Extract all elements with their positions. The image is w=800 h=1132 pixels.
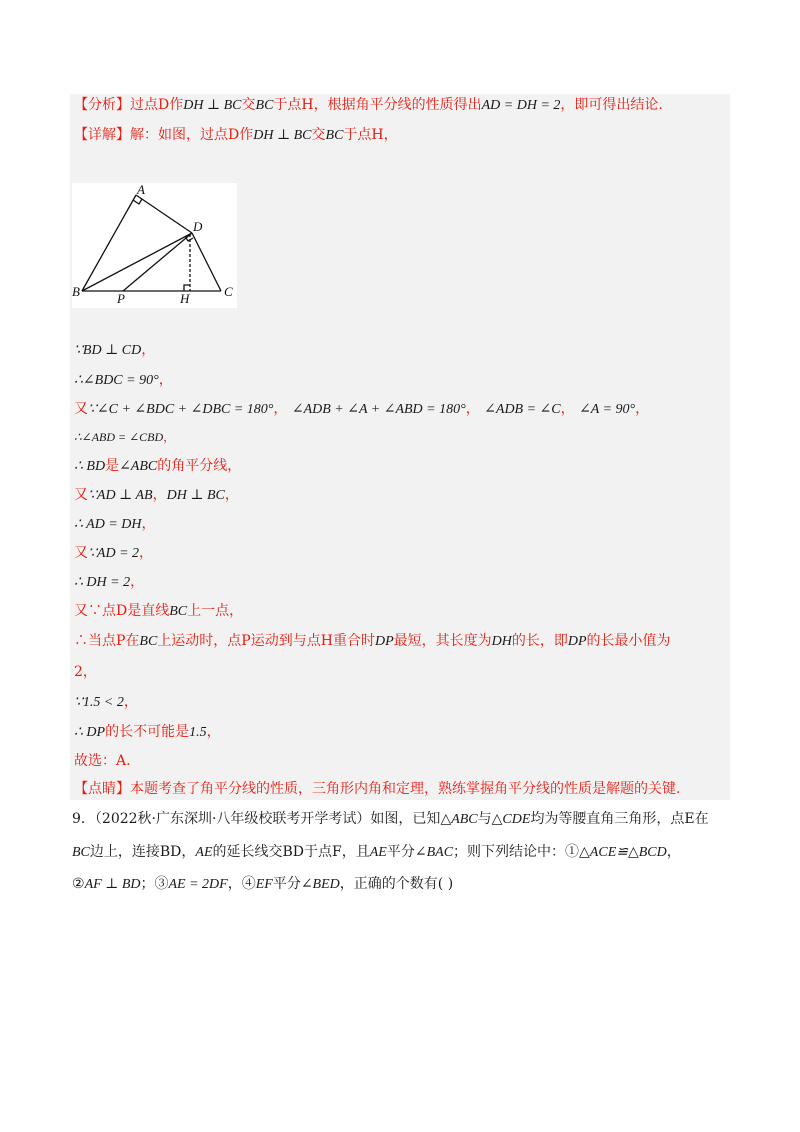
math-expr: ∵1.5 < 2 xyxy=(74,695,124,710)
math-expr: AD = DH = 2 xyxy=(481,98,561,113)
step-text: 的长最小值为 xyxy=(586,633,671,649)
moving-point-line xyxy=(74,631,671,652)
step-text: 是 xyxy=(105,458,120,474)
segment-pd xyxy=(123,233,192,291)
math-expr: BC xyxy=(139,634,158,649)
math-expr: AE xyxy=(369,845,387,860)
step-line xyxy=(74,340,155,361)
right-angle-mark-a xyxy=(133,199,142,204)
analysis-text: ，即可得出结论. xyxy=(560,97,663,113)
math-expr: △ABC xyxy=(440,812,478,827)
label-a: A xyxy=(137,183,145,197)
math-expr: DP xyxy=(374,634,394,649)
step-text: ， xyxy=(224,487,239,503)
math-expr: ∵AD = 2 xyxy=(88,546,140,561)
step-text: 的长不可能是 xyxy=(105,724,190,740)
answer-line: 故选：A. xyxy=(74,753,131,769)
moving-point-line-cont xyxy=(74,662,97,682)
question-text: 边上，连接BD， xyxy=(89,844,196,860)
math-expr: AE = 2DF xyxy=(168,877,228,892)
step-text: 的角平分线， xyxy=(157,458,242,474)
math-expr: AE xyxy=(195,845,213,860)
math-expr: EF xyxy=(255,877,273,892)
math-expr: DH ⊥ BC xyxy=(183,98,242,113)
math-expr: ∵BD ⊥ CD xyxy=(74,343,142,358)
math-expr: AF ⊥ BD xyxy=(84,877,141,892)
step-line xyxy=(74,543,153,564)
math-expr: ∠BED xyxy=(300,877,340,892)
math-expr: BC xyxy=(72,845,90,860)
step-text: ， xyxy=(158,372,173,388)
math-expr: ∵AD ⊥ AB xyxy=(88,488,153,503)
step-text: ∴当点P在 xyxy=(74,633,140,649)
analysis-line xyxy=(74,95,663,116)
math-expr: ∴∠ABD = ∠CBD xyxy=(74,430,164,444)
detail-text: 交 xyxy=(311,127,326,143)
detail-tag: 【详解】 xyxy=(74,127,130,143)
question-line-3 xyxy=(72,874,453,895)
step-text: 又 xyxy=(74,545,88,561)
step-text: 最短，其长度为 xyxy=(393,633,492,649)
question-text: 9．（2022秋·广东深圳·八年级校联考开学考试）如图，已知 xyxy=(72,811,441,827)
step-text: ， xyxy=(560,401,575,417)
question-text: 平分 xyxy=(386,844,415,860)
step-text: 2， xyxy=(74,664,97,680)
label-b: B xyxy=(72,284,80,299)
math-expr: ∴ DP xyxy=(74,725,106,740)
question-text: 的延长线交BD于点F，且 xyxy=(212,844,370,860)
question-line-2 xyxy=(72,842,681,863)
step-text: ， xyxy=(163,430,176,444)
step-line xyxy=(74,514,155,535)
question-text: ，正确的个数有( ) xyxy=(339,876,454,892)
analysis-tag: 【分析】 xyxy=(74,97,130,113)
step-line xyxy=(74,485,239,506)
math-expr: DH ⊥ BC xyxy=(253,128,312,143)
label-h: H xyxy=(180,291,190,306)
question-text: ；则下列结论中：① xyxy=(453,844,580,860)
question-text: 均为等腰直角三角形，点E在 xyxy=(530,811,709,827)
step-text: ， xyxy=(152,487,167,503)
question-line-1 xyxy=(72,809,709,830)
geometry-figure xyxy=(72,183,237,308)
point-on-line xyxy=(74,601,243,622)
label-p: P xyxy=(117,291,125,306)
label-c: C xyxy=(224,284,233,299)
math-expr: ∠ABC xyxy=(119,459,158,474)
math-expr: ∠ADB = ∠C xyxy=(484,402,561,417)
math-expr: BC xyxy=(255,98,274,113)
step-line xyxy=(74,370,173,391)
math-expr: △CDE xyxy=(491,812,531,827)
step-text: 上一点， xyxy=(187,603,244,619)
math-expr: ∴∠BDC = 90° xyxy=(74,373,159,388)
segment-ad xyxy=(136,195,192,233)
label-d: D xyxy=(193,219,203,234)
analysis-text: 于点H，根据角平分线的性质得出 xyxy=(273,97,482,113)
question-text: 平分 xyxy=(272,876,301,892)
step-text: ， xyxy=(123,694,138,710)
question-text: ② xyxy=(72,876,85,892)
math-expr: △ACE≌△BCD xyxy=(579,845,667,860)
math-expr: ∠ADB + ∠A + ∠ABD = 180° xyxy=(291,402,466,417)
math-expr: DH xyxy=(491,634,512,649)
step-text: 又∵点D是直线 xyxy=(74,603,170,619)
compare-line xyxy=(74,692,138,713)
question-text: ，④ xyxy=(227,876,256,892)
step-line xyxy=(74,427,175,447)
detail-line xyxy=(74,125,398,146)
math-expr: ∠BAC xyxy=(414,845,454,860)
step-text: ， xyxy=(206,724,221,740)
step-text: 的长，即 xyxy=(511,633,568,649)
analysis-text: 过点D作 xyxy=(130,97,184,113)
step-text: ， xyxy=(141,342,156,358)
triangle-diagram xyxy=(72,183,237,308)
detail-text: 解：如图，过点D作 xyxy=(130,127,254,143)
step-text: ， xyxy=(273,401,288,417)
analysis-text: 交 xyxy=(241,97,256,113)
comment-line xyxy=(74,779,680,799)
step-line xyxy=(74,572,144,593)
math-expr: ∠A = 90° xyxy=(579,402,636,417)
math-expr: DP xyxy=(567,634,587,649)
step-text: 上运动时，点P运动到与点H重合时 xyxy=(157,633,375,649)
math-expr: ∴ DH = 2 xyxy=(74,575,131,590)
comment-text: 本题考查了角平分线的性质，三角形内角和定理，熟练掌握角平分线的性质是解题的关键. xyxy=(130,781,681,797)
conclusion-line xyxy=(74,722,221,743)
math-expr: ∴ BD xyxy=(74,459,106,474)
comment-tag: 【点睛】 xyxy=(74,781,130,797)
step-text: ， xyxy=(139,545,154,561)
right-angle-mark-d xyxy=(185,236,193,241)
step-text: ， xyxy=(130,574,145,590)
detail-text: 于点H， xyxy=(343,127,398,143)
math-expr: ∴ AD = DH xyxy=(74,517,142,532)
question-text: ， xyxy=(666,844,681,860)
step-text: ， xyxy=(465,401,480,417)
step-line xyxy=(74,399,649,420)
question-text: ；③ xyxy=(140,876,169,892)
step-text: 又 xyxy=(74,487,88,503)
math-expr: 1.5 xyxy=(189,725,207,740)
segment-dc xyxy=(192,233,221,291)
math-expr: ∵∠C + ∠BDC + ∠DBC = 180° xyxy=(88,402,274,417)
step-line xyxy=(74,456,241,477)
math-expr: BC xyxy=(169,604,188,619)
math-expr: BC xyxy=(325,128,344,143)
step-text: 又 xyxy=(74,401,88,417)
step-text: ， xyxy=(141,516,156,532)
step-text: ， xyxy=(635,401,650,417)
math-expr: DH ⊥ BC xyxy=(166,488,225,503)
question-text: 与 xyxy=(477,811,492,827)
